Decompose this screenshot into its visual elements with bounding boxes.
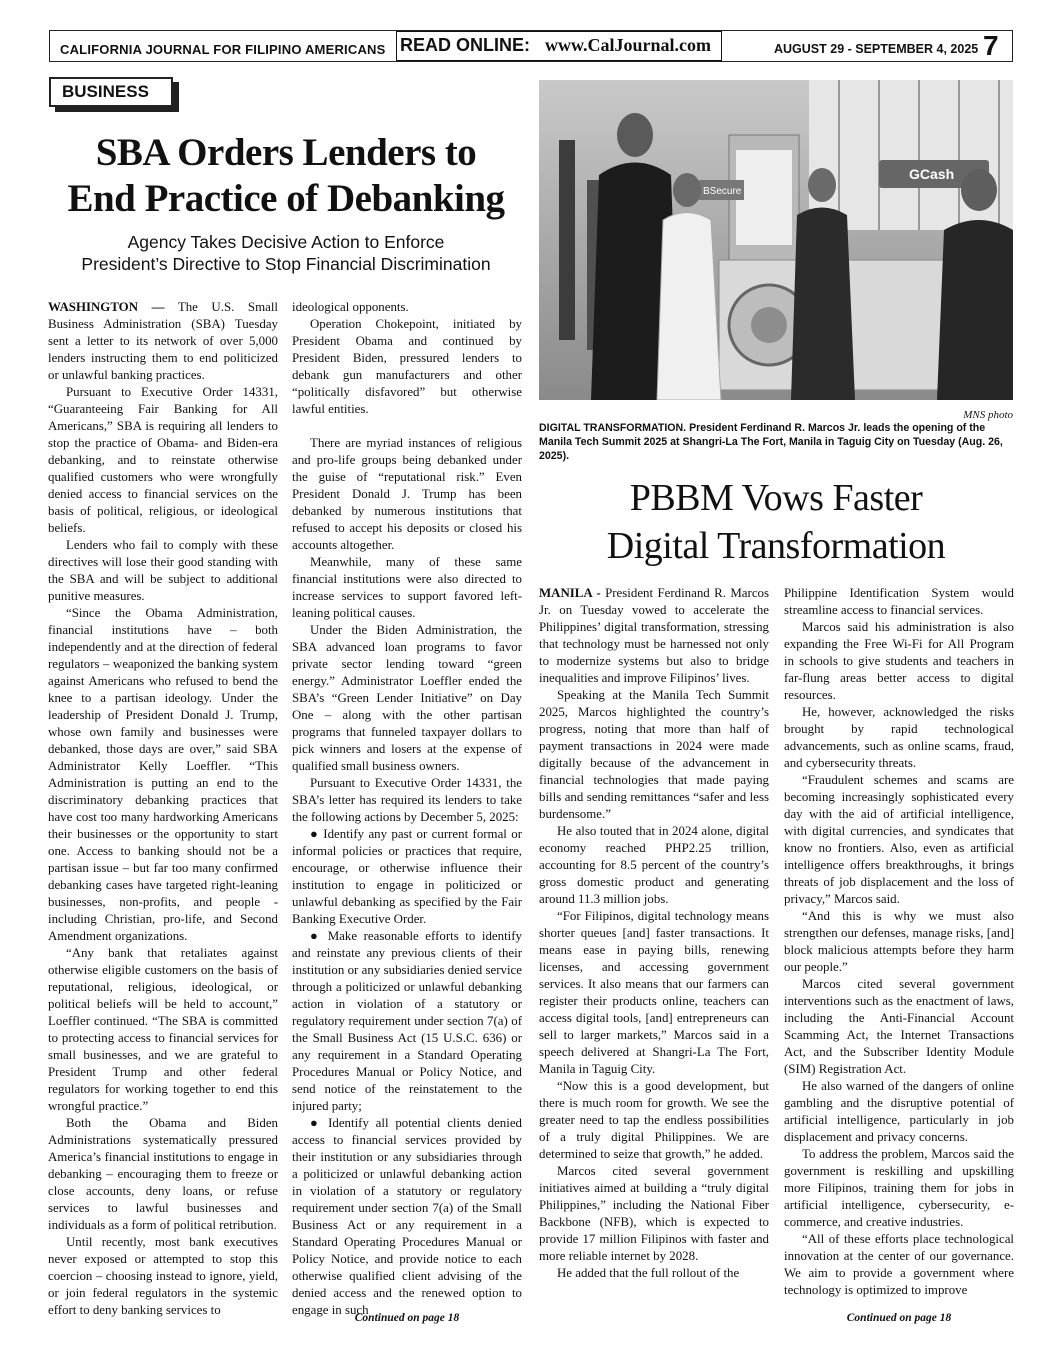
section-label: BUSINESS: [62, 82, 149, 101]
article1-column-2: [292, 299, 522, 1319]
article2-headline-line2: Digital Transformation: [606, 525, 946, 567]
article1-paragraph: WASHINGTON — The U.S. Small Business Administration (SBA) Tuesday sent a letter to its network of over 5,000 lenders instructing them to end politicized or unlawful banking practices.: [48, 300, 278, 382]
article1-column-1: [48, 299, 278, 1319]
read-online-label: READ ONLINE:: [400, 35, 530, 55]
photo-person-suit: [791, 208, 855, 401]
photo-person-head: [808, 168, 836, 202]
article2-paragraph: “All of these efforts place technological innovation at the center of our governance. We aim to provide a government where technology is optimized to improve: [784, 1232, 1014, 1297]
article2-headline: [539, 474, 1013, 570]
article1-bullet: ● Identify any past or current formal or informal policies or practices that require, encourage, or otherwise influence their institution to engage in politicized or unlawful debanking as specified by the Fair Banking Executive Order.: [292, 827, 522, 926]
page-number: 7: [983, 30, 999, 61]
article1-paragraph: “Any bank that retaliates against otherwise eligible customers on the basis of reputational, religious, ideological, or political beliefs will be held to account,” Loeffler continued. “The SBA is committed to protecting access to financial services for small businesses, and we are grateful to President Trump and other federal regulators for working together to end this wrongful practice.”: [48, 946, 278, 1113]
article2-paragraph: MANILA - President Ferdinand R. Marcos Jr. on Tuesday vowed to accelerate the Philippines’ digital transformation, stressing that technology must be harnessed not only to modernize systems but also to bridge inequalities and improve Filipinos’ lives.: [539, 586, 769, 685]
article1-paragraph: Under the Biden Administration, the SBA advanced loan programs to favor private sector lending toward “green energy.” Administrator Loeffler ended the SBA’s “Green Lender Initiative” on Day One – along with the other partisan programs that funneled taxpayer dollars to pick winners and losers at the expense of qualified small business owners.: [292, 623, 522, 773]
article1-subhead-line2: President’s Directive to Stop Financial Discrimination: [81, 254, 491, 274]
article1-paragraph: Until recently, most bank executives never exposed or attempted to stop this coercion – choosing instead to ignore, yield, or join federal regulators in the systemic effort to deny banking services to: [48, 1235, 278, 1317]
article2-paragraph: To address the problem, Marcos said the government is reskilling and upskilling more Filipinos, training them for jobs in artificial intelligence, cybersecurity, e-commerce, and creative industries.: [784, 1147, 1014, 1229]
read-online-url[interactable]: www.CalJournal.com: [545, 35, 711, 55]
article2-paragraph: Philippine Identification System would streamline access to financial services.: [784, 586, 1014, 617]
article2-headline-line1: PBBM Vows Faster: [629, 477, 923, 519]
article2-paragraph: Marcos cited several government initiatives aimed at building a “truly digital Philippines,” including the National Fiber Backbone (NFB), which is expected to provide 17 million Filipinos with faster and more reliable internet by 2028.: [539, 1164, 769, 1263]
photo-caption: DIGITAL TRANSFORMATION. President Ferdinand R. Marcos Jr. leads the opening of the Manila Tech Summit 2025 at Shangri-La The Fort, Manila in Taguig City on Tuesday (Aug. 26, 2025).: [539, 422, 1003, 462]
article2-paragraph: Marcos cited several government interventions such as the enactment of laws, including the Anti-Financial Account Scamming Act, the Internet Transactions Act, and the Subscriber Identity Module (SIM) Registration Act.: [784, 977, 1014, 1076]
photo-credit: MNS photo: [963, 409, 1013, 421]
article2-paragraph: He also touted that in 2024 alone, digital economy reached PHP2.25 trillion, accounting for 8.5 percent of the country’s gross domestic product and generating around 11.3 million jobs.: [539, 824, 769, 906]
article1-paragraph: Both the Obama and Biden Administrations systematically pressured America’s financial institutions to engage in debanking – encouraging them to freeze or close accounts, deny loans, or refuse services to lawful businesses and individuals as a form of political retribution.: [48, 1116, 278, 1232]
photo-bystander: [559, 140, 575, 340]
photo-person-barong: [657, 213, 721, 401]
article1-subhead-line1: Agency Takes Decisive Action to Enforce: [127, 232, 445, 252]
article1-paragraph: Pursuant to Executive Order 14331, “Guaranteeing Fair Banking for All Americans,” SBA is requiring all lenders to stop the practice of Obama- and Biden-era debanking, and to reinstate otherwise qualified customers who were wrongfully denied access to financial services on the basis of political, religious, or ideological beliefs.: [48, 385, 278, 535]
article2-paragraph: Speaking at the Manila Tech Summit 2025, Marcos highlighted the country’s progress, noting that more than half of payment transactions in 2024 were made digitally because of the advancement in financial technologies that made paying bills and sending remittances “safer and less burdensome.”: [539, 688, 769, 821]
issue-date: AUGUST 29 - SEPTEMBER 4, 2025: [774, 42, 979, 56]
publication-name: CALIFORNIA JOURNAL FOR FILIPINO AMERICANS: [60, 42, 386, 57]
article1-paragraph: Operation Chokepoint, initiated by President Obama and continued by President Biden, pressured lenders to debank gun manufacturers and other “politically disfavored” but otherwise lawful entities.: [292, 317, 522, 416]
article2-column-2: [784, 585, 1014, 1299]
article2-paragraph: “For Filipinos, digital technology means shorter queues [and] faster transactions. It means ease in paying bills, renewing licenses, and accessing government services. It also means that our farmers can register their products online, teachers can access digital tools, [and] entrepreneurs can sell to larger markets,” Marcos said in a speech delivered at Shangri-La The Fort, Manila in Taguig City.: [539, 909, 769, 1076]
article1-continued-note[interactable]: Continued on page 18: [354, 1312, 460, 1324]
article1-paragraph: “Since the Obama Administration, financial institutions have – both independently and at the direction of federal regulators – weaponized the banking system against Americans who refused to bend the knee to a partisan ideology. Under the leadership of President Donald J. Trump, whose own family and businesses were debanked, those days are over,” said SBA Administrator Kelly Loeffler. “This Administration is putting an end to the discriminatory debanking practices that have cost too many hardworking Americans their businesses or the opportunity to start one. Access to banking should not be a partisan issue – but far too many confirmed debanking cases have targeted right-leaning businesses, non-profits, and people - including Christian, pro-life, and Second Amendment organizations.: [48, 606, 278, 943]
article2-paragraph: “Now this is a good development, but there is much room for growth. We see the greater need to tap the endless possibilities of a truly digital Philippines. We are determined to seize that growth,” he added.: [539, 1079, 769, 1161]
article2-paragraph: “Fraudulent schemes and scams are becoming increasingly sophisticated every day with the aid of artificial intelligence, with digital currencies, and syndicates that know no frontiers. Also, even as artificial intelligence offers breakthroughs, it brings threats of job displacement and the loss of privacy,” Marcos said.: [784, 773, 1014, 906]
photo-person-suit: [937, 220, 1013, 400]
photo-kiosk-screen: [736, 150, 792, 245]
article1-bullet: ● Identify all potential clients denied access to financial services provided by their institution or any subsidiaries through a politicized or unlawful debanking action in violation of a statutory or regulatory requirement under section 7(a) of the Small Business Act or any requirement in a Standard Operating Procedures Manual or Policy Notice, and provide notice to each otherwise qualified client advising of the denied access and the renewed option to engage in such: [292, 1116, 522, 1317]
article1-bullet: ● Make reasonable efforts to identify and reinstate any previous clients of their institution or any subsidiaries denied service through a politicized or unlawful debanking action in violation of a statutory or regulatory requirement under section 7(a) of the Small Business Act (15 U.S.C. 636) or any requirement in a Standard Operating Procedures Manual or Policy Notice, and send notice of the reinstatement to the injured party;: [292, 929, 522, 1113]
photo-person-head: [673, 173, 701, 207]
photo-person-head: [617, 113, 653, 157]
article2-paragraph: He, however, acknowledged the risks brought by rapid technological advancements, such as online scams, fraud, and cybersecurity threats.: [784, 705, 1014, 770]
article2-dateline: MANILA -: [539, 586, 601, 600]
article2-paragraph: Marcos said his administration is also expanding the Free Wi-Fi for All Program in schools to give students and teachers in far-flung areas better access to digital resources.: [784, 620, 1014, 702]
article1-headline-line2: End Practice of Debanking: [67, 177, 505, 220]
article1-paragraph: Pursuant to Executive Order 14331, the SBA’s letter has required its lenders to take the following actions by December 5, 2025:: [292, 776, 522, 824]
article1-headline: [48, 130, 524, 222]
article1-paragraph: There are myriad instances of religious and pro-life groups being debanked under the guise of “reputational risk.” Even President Donald J. Trump has been debanked by numerous institutions that refused to accept his deposits or closed his accounts altogether.: [292, 436, 522, 552]
photo-person-head: [961, 169, 997, 211]
article1-headline-line1: SBA Orders Lenders to: [95, 131, 477, 174]
article2-paragraph: He also warned of the dangers of online gambling and the disruptive potential of artificial intelligence, particularly in job displacement and privacy concerns.: [784, 1079, 1014, 1144]
news-photo: [539, 80, 1013, 400]
article2-paragraph: He added that the full rollout of the: [557, 1266, 740, 1280]
photo-booth-brand: GCash: [909, 166, 955, 182]
photo-sign-text: BSecure: [703, 186, 742, 197]
article1-paragraph: Lenders who fail to comply with these directives will lose their good standing with the SBA and will be subject to additional punitive measures.: [48, 538, 278, 603]
article1-paragraph: ideological opponents.: [292, 300, 409, 314]
article2-column-1: [539, 585, 769, 1282]
article1-paragraph: Meanwhile, many of these same financial institutions were also directed to increase services to support favored left-leaning political causes.: [292, 555, 522, 620]
article1-dateline: WASHINGTON —: [48, 300, 165, 314]
article2-continued-note[interactable]: Continued on page 18: [846, 1312, 952, 1324]
article1-subhead: [48, 231, 524, 275]
article2-paragraph: “And this is why we must also strengthen our defenses, manage risks, [and] block malicious attempts before they harm our people.”: [784, 909, 1014, 974]
